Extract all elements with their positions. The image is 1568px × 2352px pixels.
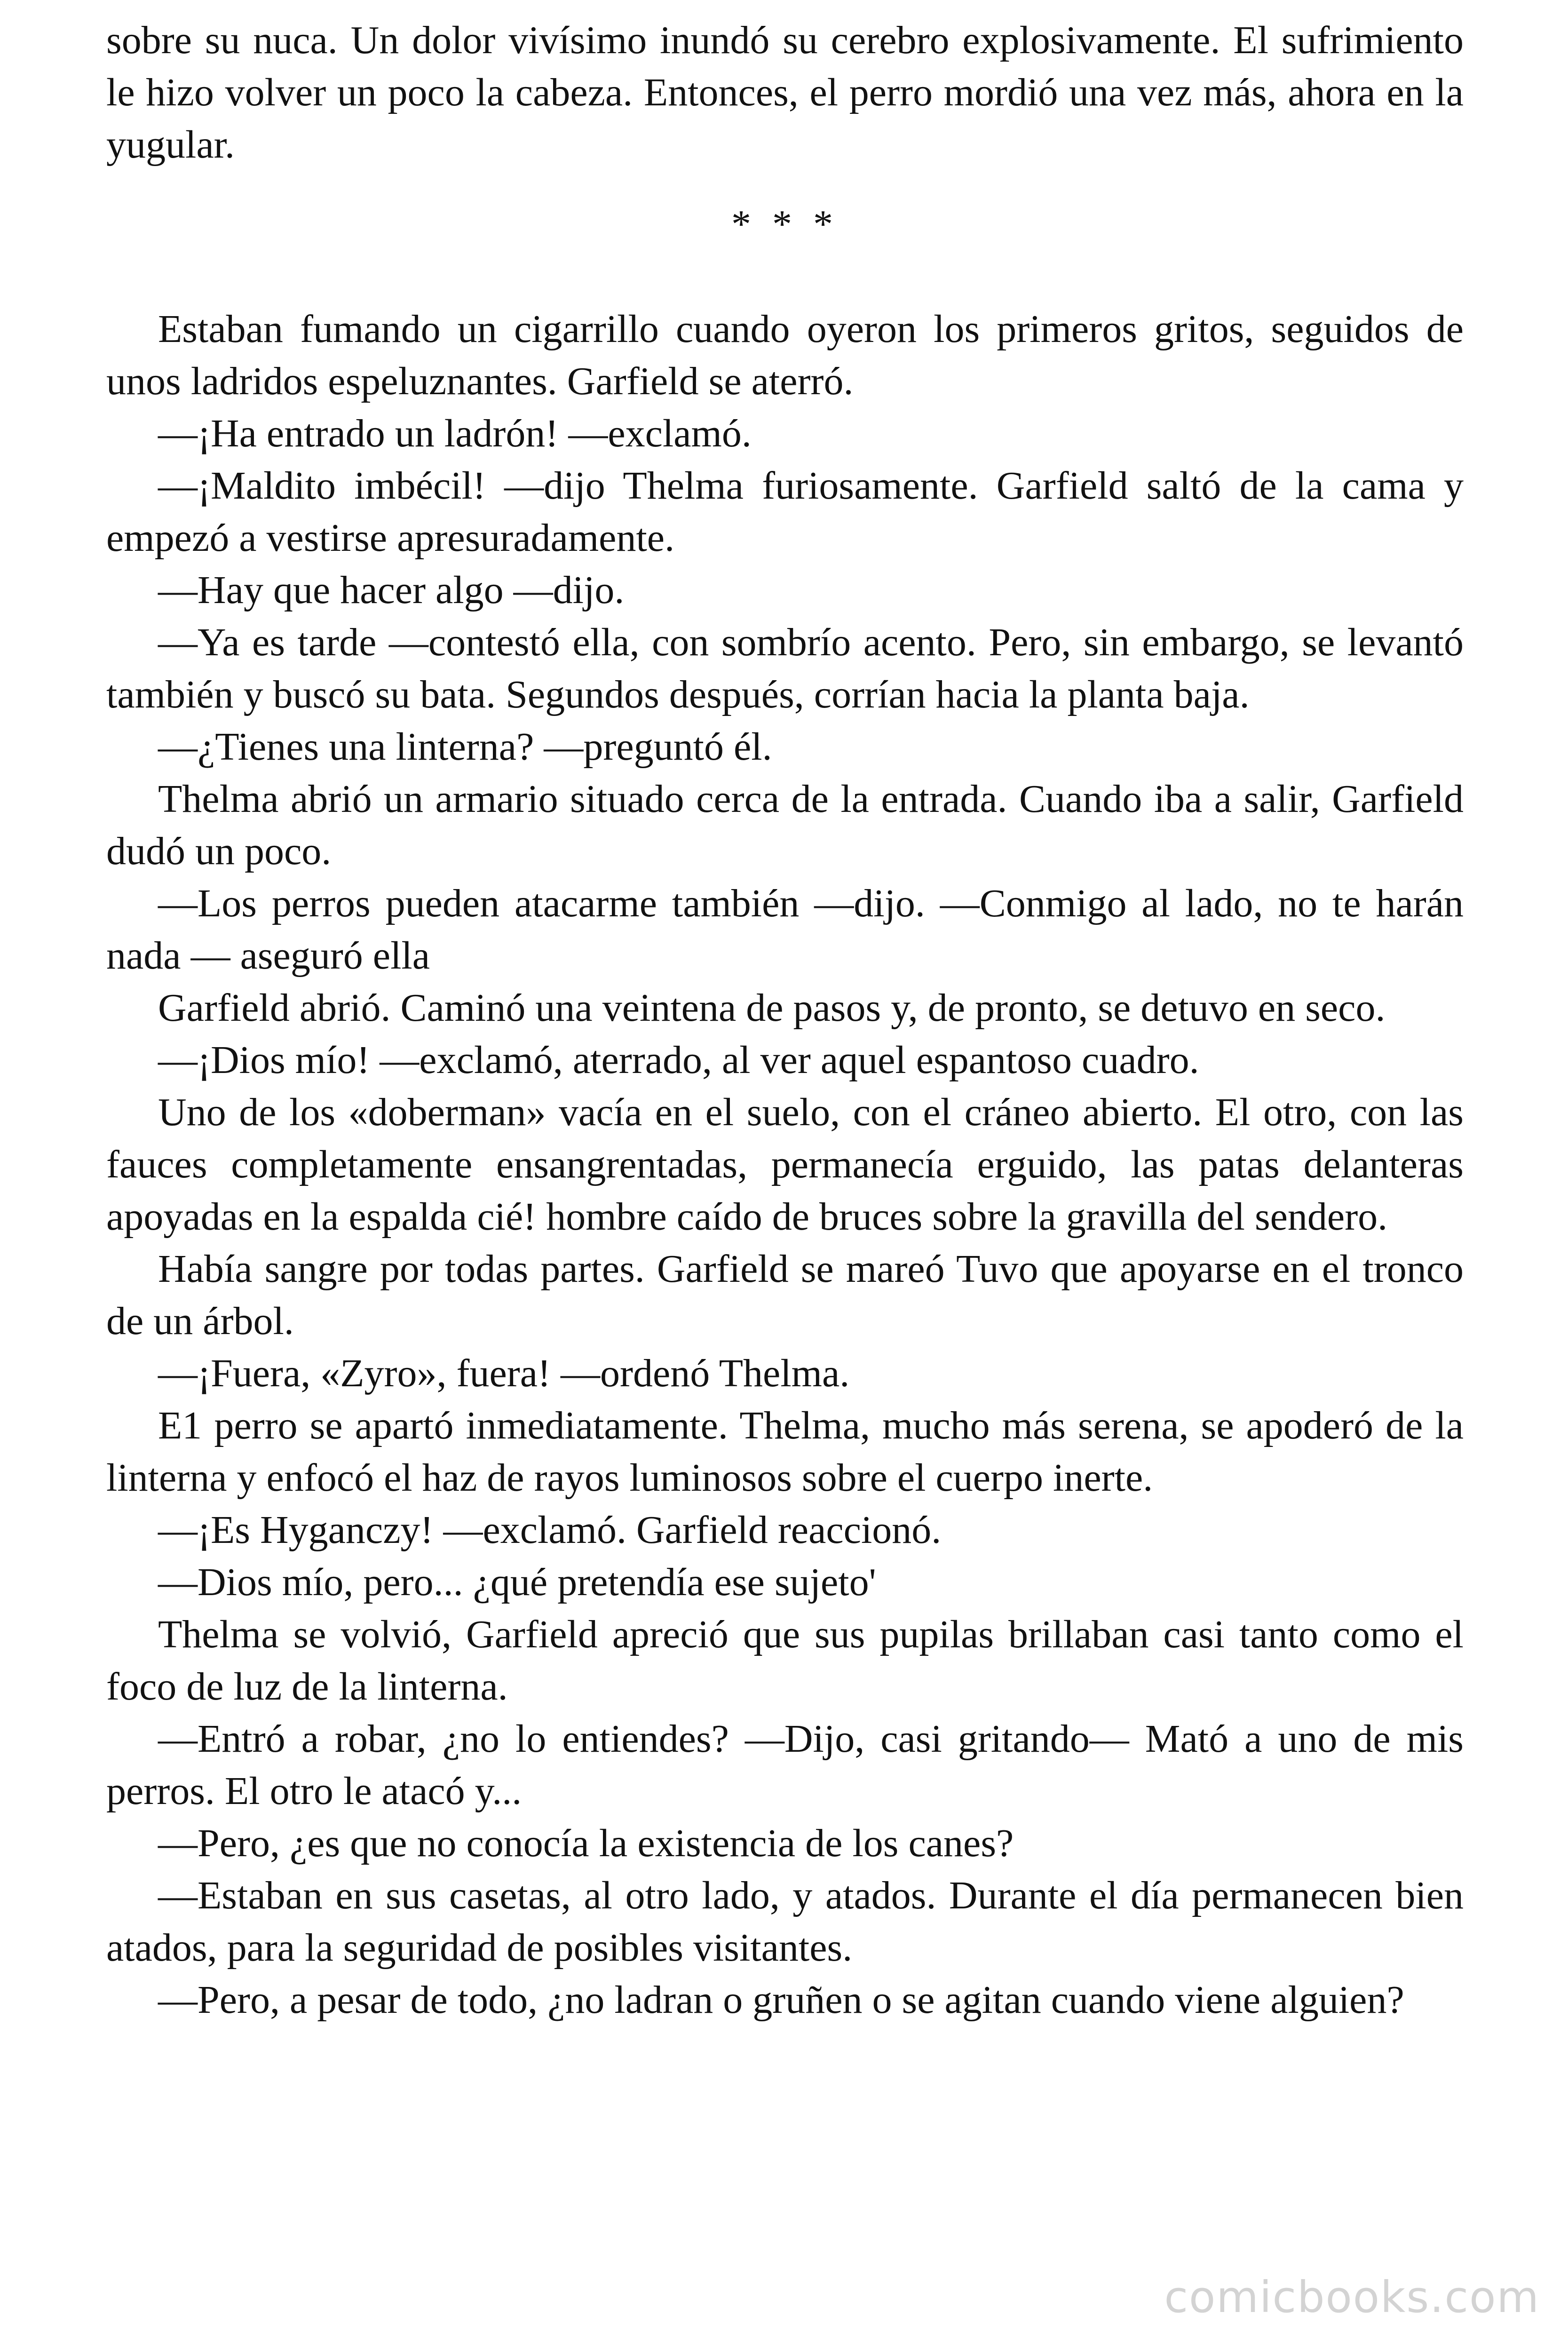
paragraph-continued: sobre su nuca. Un dolor vivísimo inundó su cerebro explosivamente. El sufrimiento le hizo volver un poco la cabeza. Entonces, el perro mordió una vez más, ahora en la yugular.: [106, 18, 1464, 167]
paragraph: —Pero, a pesar de todo, ¿no ladran o gruñen o se agitan cuando viene alguien?: [158, 1978, 1404, 2022]
paragraph: —Los perros pueden atacarme también —dijo. —Conmigo al lado, no te harán nada — aseguró ella: [106, 882, 1464, 977]
paragraph: —¡Ha entrado un ladrón! —exclamó.: [158, 412, 752, 455]
paragraph: —¡Maldito imbécil! —dijo Thelma furiosamente. Garfield saltó de la cama y empezó a vestirse apresuradamente.: [106, 464, 1464, 560]
paragraph: —Dios mío, pero... ¿qué pretendía ese sujeto': [158, 1560, 876, 1604]
paragraph: Estaban fumando un cigarrillo cuando oyeron los primeros gritos, seguidos de unos ladridos espeluznantes. Garfield se aterró.: [106, 307, 1464, 403]
paragraph: —Hay que hacer algo —dijo.: [158, 568, 625, 612]
paragraph: —¡Es Hyganczy! —exclamó. Garfield reaccionó.: [158, 1508, 942, 1552]
paragraph: —Ya es tarde —contestó ella, con sombrío acento. Pero, sin embargo, se levantó también y buscó su bata. Segundos después, corrían hacia la planta baja.: [106, 620, 1464, 716]
paragraph: Había sangre por todas partes. Garfield se mareó Tuvo que apoyarse en el tronco de un árbol.: [106, 1247, 1464, 1343]
paragraph: —¡Fuera, «Zyro», fuera! —ordenó Thelma.: [158, 1351, 850, 1395]
paragraph: Garfield abrió. Caminó una veintena de pasos y, de pronto, se detuvo en seco.: [158, 986, 1386, 1030]
paragraph: E1 perro se apartó inmediatamente. Thelma, mucho más serena, se apoderó de la linterna y enfocó el haz de rayos luminosos sobre el cuerpo inerte.: [106, 1404, 1464, 1500]
book-page: [106, 14, 1464, 2026]
watermark: comicbooks.com: [1164, 2272, 1540, 2322]
paragraph: —¡Dios mío! —exclamó, aterrado, al ver aquel espantoso cuadro.: [158, 1038, 1199, 1082]
paragraph: Thelma abrió un armario situado cerca de la entrada. Cuando iba a salir, Garfield dudó un poco.: [106, 777, 1464, 873]
paragraph: Thelma se volvió, Garfield apreció que sus pupilas brillaban casi tanto como el foco de luz de la linterna.: [106, 1613, 1464, 1708]
paragraph: —Pero, ¿es que no conocía la existencia de los canes?: [158, 1821, 1014, 1865]
paragraph: —Estaban en sus casetas, al otro lado, y atados. Durante el día permanecen bien atados, para la seguridad de posibles visitantes.: [106, 1874, 1464, 1970]
paragraph: —Entró a robar, ¿no lo entiendes? —Dijo, casi gritando— Mató a uno de mis perros. El otro le atacó y...: [106, 1717, 1464, 1813]
paragraph: —¿Tienes una linterna? —preguntó él.: [158, 725, 772, 769]
paragraph: Uno de los «doberman» vacía en el suelo, con el cráneo abierto. El otro, con las fauces completamente ensangrentadas, permanecía erguido, las patas delanteras apoyadas en la espalda cié! hombre caído de bruces sobre la gravilla del sendero.: [106, 1090, 1464, 1239]
section-separator: * * *: [731, 202, 839, 246]
